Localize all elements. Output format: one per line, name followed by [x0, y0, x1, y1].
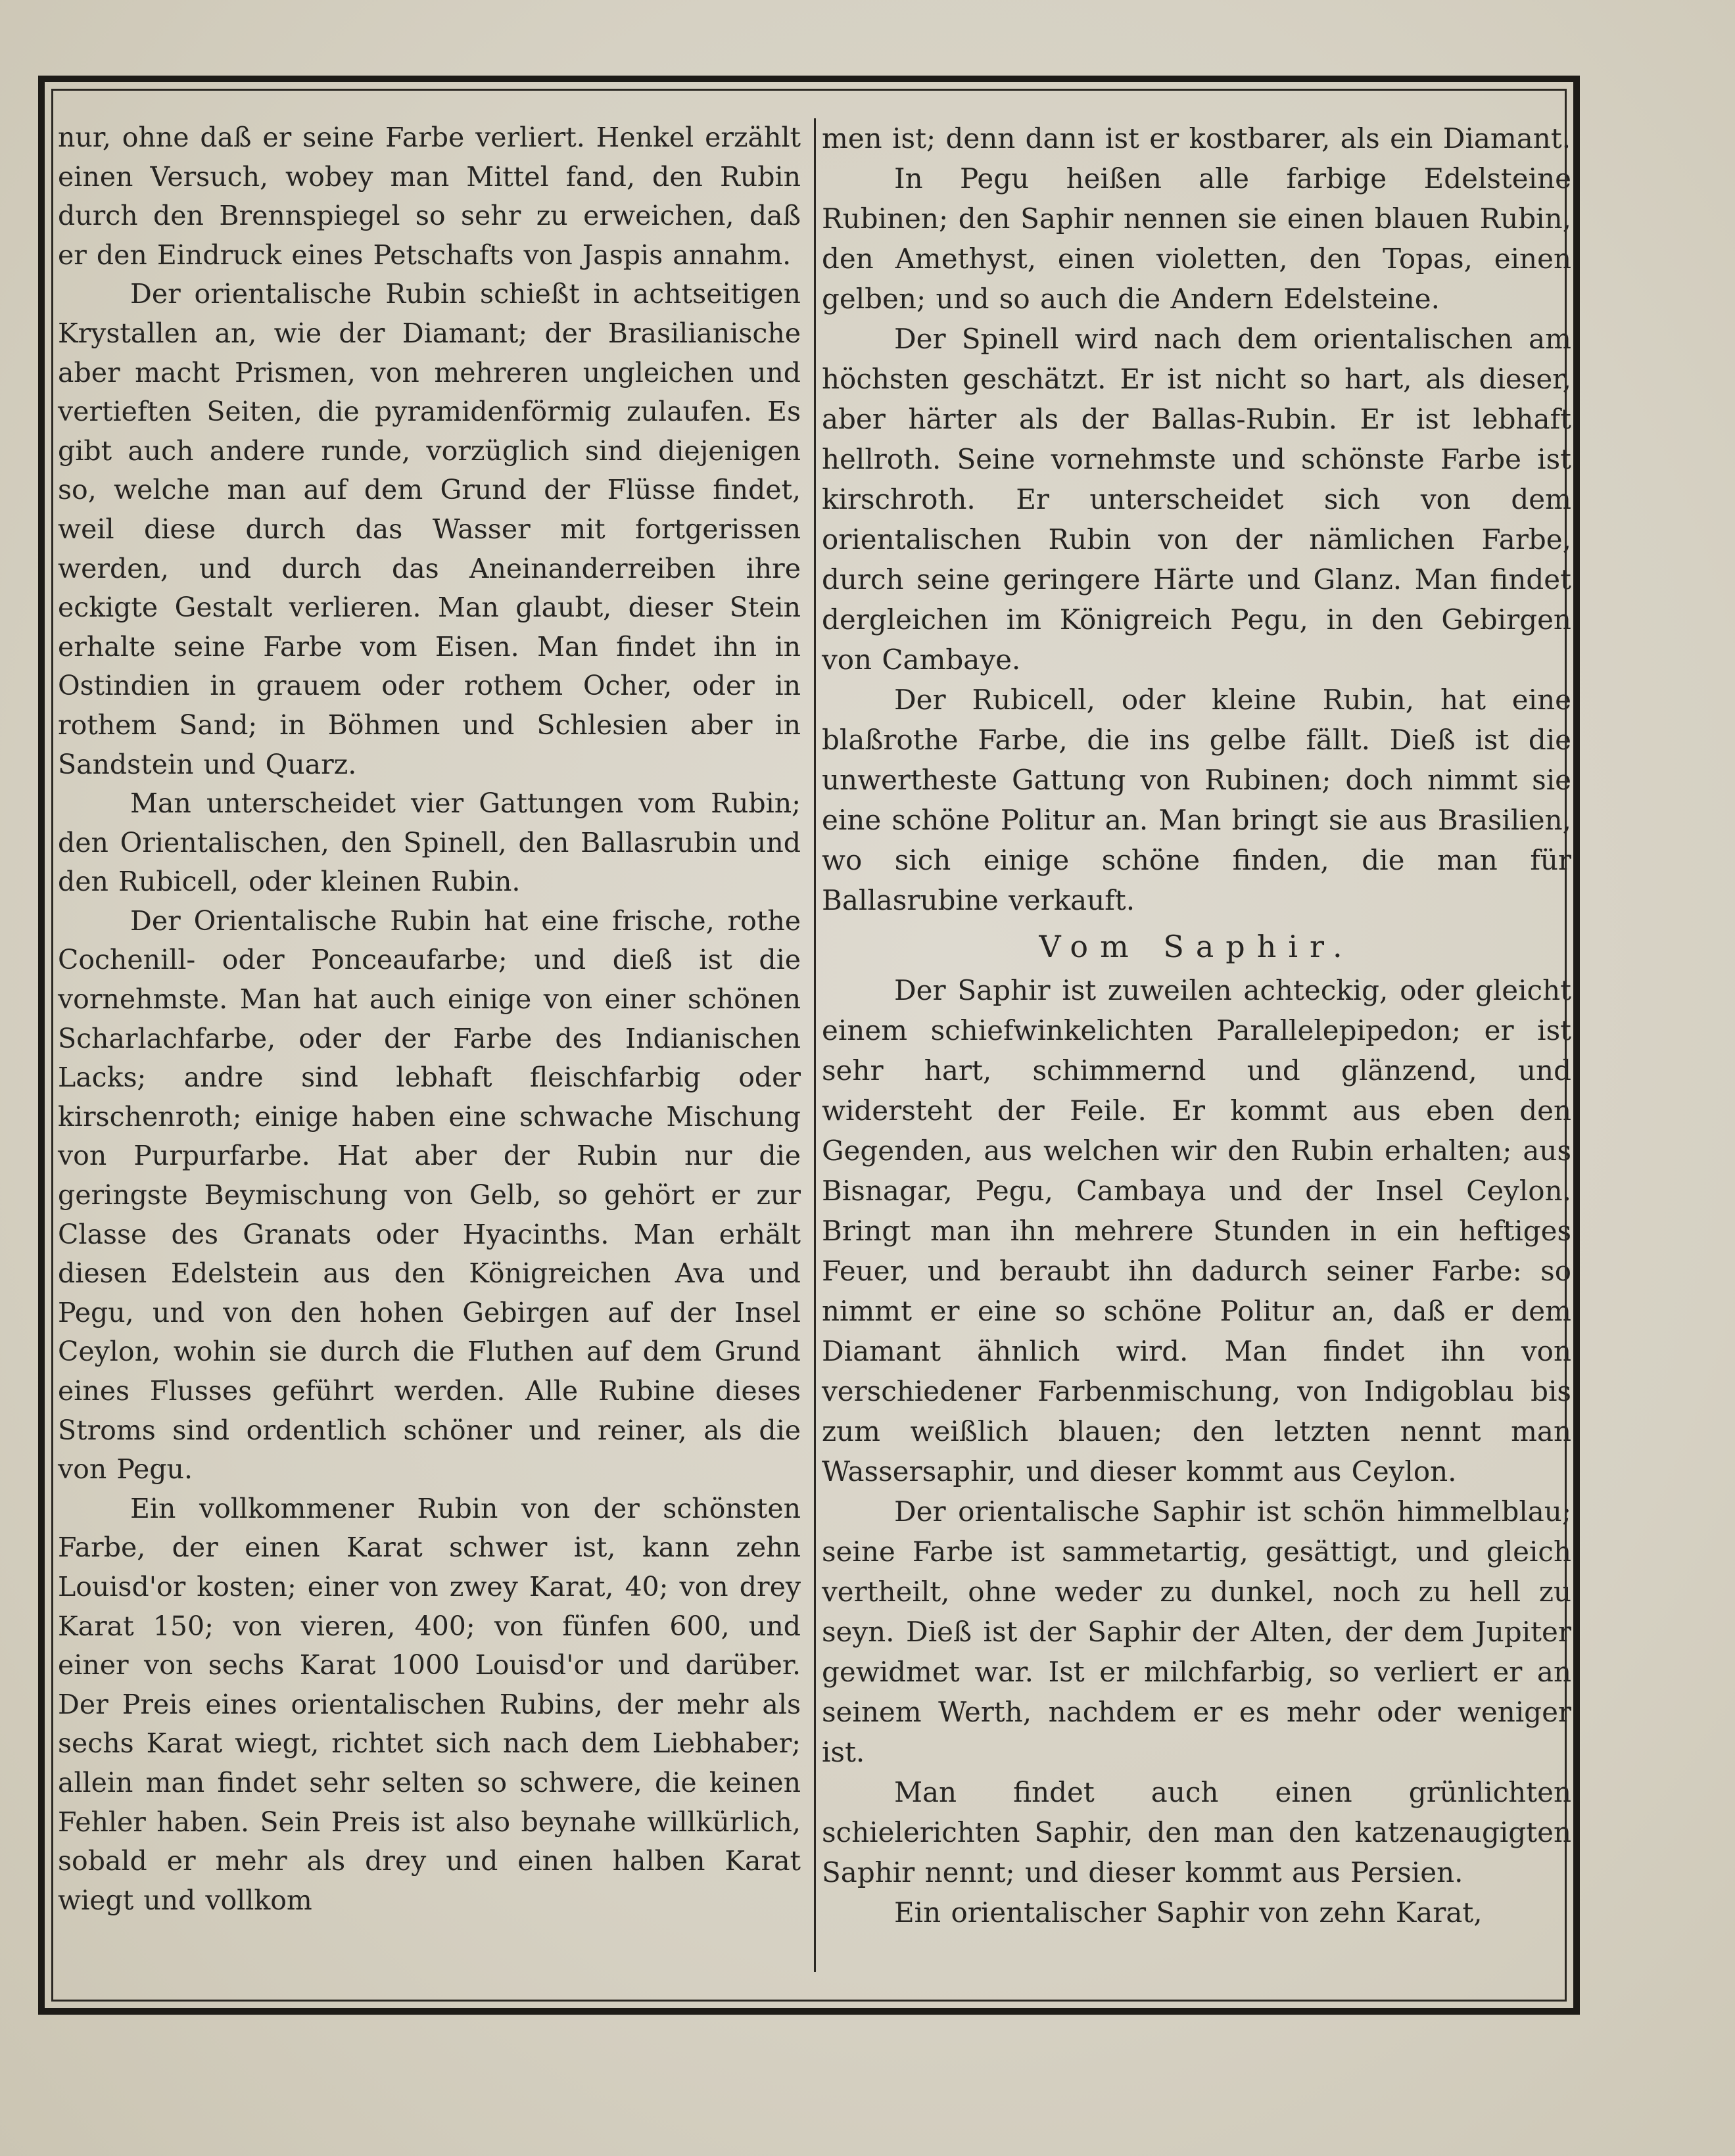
paragraph: Der Saphir ist zuweilen achteckig, oder gleicht einem schiefwinkelichten Parallelepipedon; er ist sehr hart, schimmernd und glänzend, und widersteht der Feile. Er kommt aus eben den Gegenden, aus welchen wir den Rubin erhalten; aus Bisnagar, Pegu, Cambaya und der Insel Ceylon. Bringt man ihn mehrere Stunden in ein heftiges Feuer, und beraubt ihn dadurch seiner Farbe: so nimmt er eine so schöne Politur an, daß er dem Diamant ähnlich wird. Man findet ihn von verschiedener Farbenmischung, von Indigoblau bis zum weißlich blauen; den letzten nennt man Wassersaphir, und dieser kommt aus Ceylon. — [822, 974, 1571, 1488]
paragraph: Man findet auch einen grünlichten schielerichten Saphir, den man den katzenaugigten Saphir nennt; und dieser kommt aus Persien. — [822, 1776, 1571, 1888]
paragraph: Der orientalische Rubin schießt in achtseitigen Krystallen an, wie der Diamant; der Brasilianische aber macht Prismen, von mehreren ungleichen und vertieften Seiten, die pyramidenförmig zulaufen. Es gibt auch andere runde, vorzüglich sind diejenigen so, welche man auf dem Grund der Flüsse findet, weil diese durch das Wasser mit fortgerissen werden, und durch das Aneinanderreiben ihre eckigte Gestalt verlieren. Man glaubt, dieser Stein erhalte seine Farbe vom Eisen. Man findet ihn in Ostindien in grauem oder rothem Ocher, oder in rothem Sand; in Böhmen und Schlesien aber in Sandstein und Quarz. — [58, 278, 801, 780]
paragraph: Der Spinell wird nach dem orientalischen am höchsten geschätzt. Er ist nicht so hart, als dieser, aber härter als der Ballas-Rubin. Er ist lebhaft hellroth. Seine vornehmste und schönste Farbe ist kirschroth. Er unterscheidet sich von dem orientalischen Rubin von der nämlichen Farbe, durch seine geringere Härte und Glanz. Man findet dergleichen im Königreich Pegu, in den Gebirgen von Cambaye. — [822, 323, 1571, 676]
left-column — [58, 118, 801, 1920]
paragraph: nur, ohne daß er seine Farbe verliert. Henkel erzählt einen Versuch, wobey man Mittel fand, den Rubin durch den Brennspiegel so sehr zu erweichen, daß er den Eindruck eines Petschafts von Jaspis annahm. — [58, 122, 801, 271]
paragraph: Ein vollkommener Rubin von der schönsten Farbe, der einen Karat schwer ist, kann zehn Louisd'or kosten; einer von zwey Karat, 40; von drey Karat 150; von vieren, 400; von fünfen 600, und einer von sechs Karat 1000 Louisd'or und darüber. Der Preis eines orientalischen Rubins, der mehr als sechs Karat wiegt, richtet sich nach dem Liebhaber; allein man findet sehr selten so schwere, die keinen Fehler haben. Sein Preis ist also beynahe willkürlich, sobald er mehr als drey und einen halben Karat wiegt und vollkom — [58, 1492, 801, 1916]
column-divider — [814, 118, 816, 1972]
paragraph: In Pegu heißen alle farbige Edelsteine Rubinen; den Saphir nennen sie einen blauen Rubin, den Amethyst, einen violetten, den Topas, einen gelben; und so auch die Andern Edelsteine. — [822, 162, 1571, 315]
paragraph: Man unterscheidet vier Gattungen vom Rubin; den Orientalischen, den Spinell, den Ballasrubin und den Rubicell, oder kleinen Rubin. — [58, 787, 801, 898]
paragraph: men ist; denn dann ist er kostbarer, als ein Diamant. — [822, 122, 1571, 154]
paragraph: Ein orientalischer Saphir von zehn Karat, — [894, 1896, 1483, 1929]
paragraph: Der Orientalische Rubin hat eine frische, rothe Cochenill- oder Ponceaufarbe; und dieß ist die vornehmste. Man hat auch einige von einer schönen Scharlachfarbe, oder der Farbe des Indianischen Lacks; andre sind lebhaft fleischfarbig oder kirschenroth; einige haben eine schwache Mischung von Purpurfarbe. Hat aber der Rubin nur die geringste Beymischung von Gelb, so gehört er zur Classe des Granats oder Hyacinths. Man erhält diesen Edelstein aus den Königreichen Ava und Pegu, und von den hohen Gebirgen auf der Insel Ceylon, wohin sie durch die Fluthen auf dem Grund eines Flusses geführt werden. Alle Rubine dieses Stroms sind ordentlich schöner und reiner, als die von Pegu. — [58, 904, 801, 1486]
paragraph: Der Rubicell, oder kleine Rubin, hat eine blaßrothe Farbe, die ins gelbe fällt. Dieß ist die unwertheste Gattung von Rubinen; doch nimmt sie eine schöne Politur an. Man bringt sie aus Brasilien, wo sich einige schöne finden, die man für Ballasrubine verkauft. — [822, 684, 1571, 916]
paragraph: Der orientalische Saphir ist schön himmelblau; seine Farbe ist sammetartig, gesättigt, und gleich vertheilt, ohne weder zu dunkel, noch zu hell zu seyn. Dieß ist der Saphir der Alten, der dem Jupiter gewidmet war. Ist er milchfarbig, so verliert er an seinem Werth, nachdem er es mehr oder weniger ist. — [822, 1495, 1571, 1768]
right-column — [822, 118, 1571, 1933]
section-heading: Vom Saphir. — [1039, 929, 1354, 964]
